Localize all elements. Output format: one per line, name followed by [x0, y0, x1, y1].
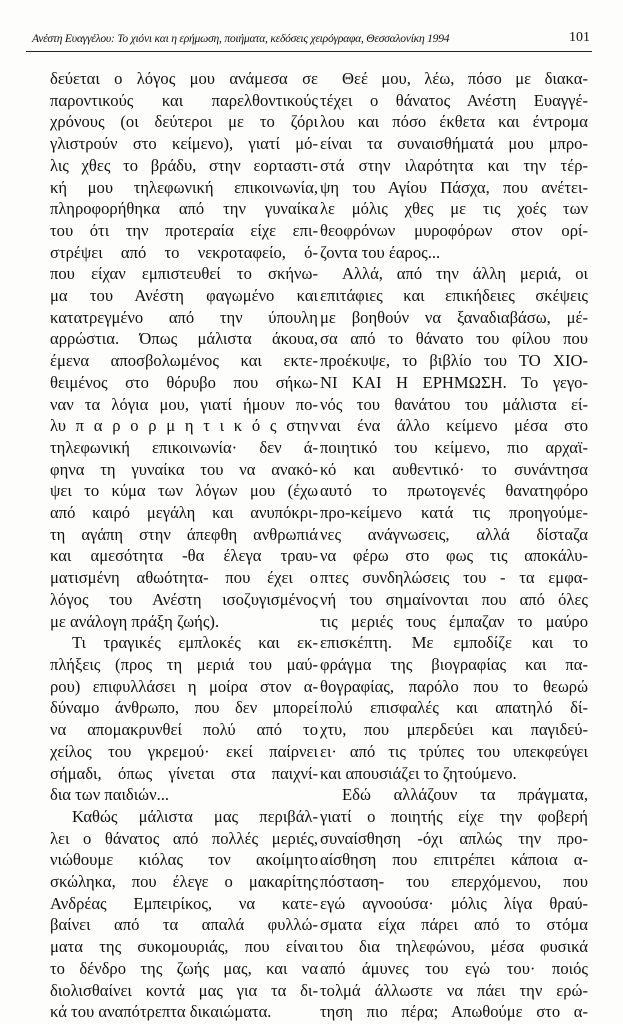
- text-line: μα του Ανέστη φαγωμένο και: [50, 286, 318, 306]
- text-line: χείλος του γκρεμού· εκεί παίρνει: [50, 741, 318, 761]
- text-line: Τι τραγικές εμπλοκές και εκ-: [72, 633, 318, 653]
- running-head: Ανέστη Ευαγγέλου: Το χιόνι και η ερήμωση, ποιήματα, κεδόσεις χειρόγραφα, Θεσσαλονίκη 1994: [32, 32, 450, 45]
- text-line: νός του θανάτου του μάλιστα εί-: [320, 394, 588, 414]
- text-line: πόσταση- του επερχόμενου, που: [320, 872, 588, 892]
- text-line: θεοφρόνων μυροφόρων στον ορί-: [320, 220, 588, 240]
- text-line: προέκυψε, το βιβλίο του ΤΟ ΧΙΟ-: [320, 351, 588, 371]
- page-header: [26, 29, 592, 52]
- text-line: προ-κείμενο κατά τις προηγούμε-: [320, 503, 588, 523]
- text-line: τις μεριές τους έμπαζαν το μαύρο: [320, 611, 588, 631]
- text-line: ψη του Αγίου Πάσχα, που ανέτει-: [320, 177, 588, 197]
- text-line: ματισμένη αθωότητα- που έχει ο: [50, 568, 318, 588]
- text-line: ρου) επιφυλλάσει η μοίρα στον α-: [50, 676, 318, 696]
- text-line: λου και πόσο έκθετα και έντρομα: [320, 112, 588, 132]
- text-line: από άμυνες του εγώ του· ποιός: [320, 958, 588, 978]
- text-line: πτες συνδηλώσεις του - τα εμφα-: [320, 568, 588, 588]
- text-line: το δένδρο της ζωής μας, και να: [50, 958, 318, 978]
- text-line: φηνα τη γυναίκα του να ανακό-: [50, 459, 318, 479]
- text-line: να απομακρυνθεί πολύ από το: [50, 720, 318, 740]
- text-line: κό και αυθεντικό· το συνάντησα: [320, 459, 588, 479]
- text-line: χτυ, που μπερδεύει και παγιδεύ-: [320, 720, 588, 740]
- text-line: τηλεφωνική επικοινωνία· δεν ά-: [50, 437, 318, 457]
- text-line: χρόνους (οι δεύτεροι με το ζόρι: [50, 112, 318, 132]
- text-line: δεύεται ο λόγος μου ανάμεσα σε: [50, 69, 318, 88]
- text-line: δια των παιδιών...: [50, 785, 170, 805]
- text-line: τολμά άλλωστε να πάει την ερώ-: [320, 980, 588, 1000]
- text-line: ει· από τις τρύπες του υπεκφεύγει: [320, 741, 588, 761]
- text-line: λόγος του Ανέστη ισοζυγισμένος: [50, 589, 318, 609]
- text-line: επισκέπτη. Με εμποδίζε και το: [320, 633, 588, 653]
- text-line: και αμεσότητα -θα έλεγα τραυ-: [50, 546, 318, 566]
- text-line: σα από το θάνατο του φίλου που: [320, 329, 588, 349]
- text-line: ΝΙ ΚΑΙ Η ΕΡΗΜΩΣΗ. Το γεγο-: [320, 372, 588, 392]
- text-line: παροντικούς και παρελθοντικούς: [50, 90, 318, 110]
- text-line: λις χθες το βράδυ, στην εορταστι-: [50, 155, 318, 175]
- text-line: επιτάφιες και επικήδειες σκέψεις: [320, 286, 588, 306]
- text-line: φράγμα της βιογραφίας και πα-: [320, 654, 588, 674]
- text-line: λυ π α ρ ο ρ μ η τ ι κ ό ς στην: [50, 416, 318, 436]
- text-line: εγώ αγνοούσα· μόλις λίγα θραύ-: [320, 893, 588, 913]
- text-line: νιώθουμε κιόλας τον ακοίμητο: [50, 850, 318, 870]
- text-line: και απουσιάζει το ζητούμενο.: [320, 763, 517, 783]
- text-line: ψει το κύμα των λόγων μου (έχω: [50, 481, 318, 501]
- text-line: να φέρω στο φως τις αποκάλυ-: [320, 546, 588, 566]
- text-line: γιατί ο ποιητής είχε την φοβερή: [320, 806, 588, 826]
- text-line: ματα της συκομουριάς, που είναι: [50, 937, 318, 957]
- text-line: σκώληκα, που έλεγε ο μακαρίτης: [50, 872, 318, 892]
- text-line: αρρώστια. Όπως μάλιστα άκουα,: [50, 329, 318, 349]
- text-line: Καθώς μάλιστα μας περιβάλ-: [72, 806, 318, 826]
- text-line: Θεέ μου, λέω, πόσο με διακα-: [342, 69, 588, 88]
- text-line: αίσθηση που επιτρέπει κάποια α-: [320, 850, 588, 870]
- left-column: [50, 68, 318, 1023]
- text-line: που είχαν εμπιστευθεί το σκήνω-: [50, 264, 318, 284]
- text-line: με βοηθούν να ξαναδιαβάσω, μέ-: [320, 307, 588, 327]
- text-line: νή του σημαίνονται που από όλες: [320, 589, 588, 609]
- text-line: κά του αναπότρεπτα δικαιώματα.: [50, 1002, 272, 1022]
- text-line: κατατρεγμένο από την ύπουλη: [50, 307, 318, 327]
- text-line: θειμένος στο θόρυβο που σήκω-: [50, 372, 318, 392]
- text-line: βαίνει από τα απαλά φυλλώ-: [50, 915, 318, 935]
- text-line: σματα είχα πάρει από το στόμα: [320, 915, 588, 935]
- text-line: σήμαδι, όπως γίνεται στα παιχνί-: [50, 763, 318, 783]
- text-line: τη αγάπη στην άπεφθη ανθρωπιά: [50, 524, 318, 544]
- text-line: δύναμο άνθρωπο, που δεν μπορεί: [50, 698, 318, 718]
- text-line: κή μου τηλεφωνική επικοινωνία,: [50, 177, 318, 197]
- text-line: τέχει ο θάνατος Ανέστη Ευαγγέ-: [320, 90, 588, 110]
- text-line: είναι τα συναισθήματά μου μπρο-: [320, 134, 588, 154]
- text-line: στά στην ιλαρότητα και την τέρ-: [320, 155, 588, 175]
- text-line: Ανδρέας Εμπειρίκος, να κατε-: [50, 893, 318, 913]
- text-line: ζοντα του έαρος...: [320, 242, 441, 262]
- text-line: λει ο θάνατος από πολλές μεριές,: [50, 828, 318, 848]
- text-line: τηση πιο πέρα; Απωθούμε στο α-: [320, 1002, 588, 1022]
- text-line: του ότι την προτεραία είχε επι-: [50, 220, 318, 240]
- right-column: [320, 68, 588, 1023]
- text-line: συναίσθηση -όχι απλώς την προ-: [320, 828, 588, 848]
- text-line: πλήξεις (προς τη μεριά του μαύ-: [50, 654, 318, 674]
- text-line: του δια τηλεφώνου, μέσα φυσικά: [320, 937, 588, 957]
- text-line: νες ανάγνωσεις, αλλά δίσταζα: [320, 524, 588, 544]
- text-line: πληροφορήθηκα από την γυναίκα: [50, 199, 318, 219]
- text-line: διολισθαίνει κοντά μας για τα δι-: [50, 980, 318, 1000]
- text-line: θογραφίας, παρόλο που το θεωρώ: [320, 676, 588, 696]
- text-line: ναι ένα άλλο κείμενο μέσα στο: [320, 416, 588, 436]
- page-number: 101: [569, 30, 590, 45]
- text-line: έμενα αποσβολωμένος και εκτε-: [50, 351, 318, 371]
- text-line: πολύ επισφαλές και απατηλό δί-: [320, 698, 588, 718]
- text-line: από καιρό μεγάλη και ανυπόκρι-: [50, 503, 318, 523]
- text-line: γλιστρούν στο κείμενο), γιατί μό-: [50, 134, 318, 154]
- text-line: λε μόλις χθες με τις χοές των: [320, 199, 588, 219]
- text-line: ναν τα λόγια μου, γιατί ήμουν πο-: [50, 394, 318, 414]
- text-line: στρέψει από το νεκροταφείο, ό-: [50, 242, 318, 262]
- text-line: αυτό το πρωτογενές θανατηφόρο: [320, 481, 588, 501]
- text-line: Εδώ αλλάζουν τα πράγματα,: [342, 785, 588, 805]
- text-line: με ανάλογη πράξη ζωής).: [50, 611, 220, 631]
- text-line: ποιητικό του κείμενο, πιο αρχαϊ-: [320, 437, 588, 457]
- text-line: Αλλά, από την άλλη μεριά, οι: [342, 264, 588, 284]
